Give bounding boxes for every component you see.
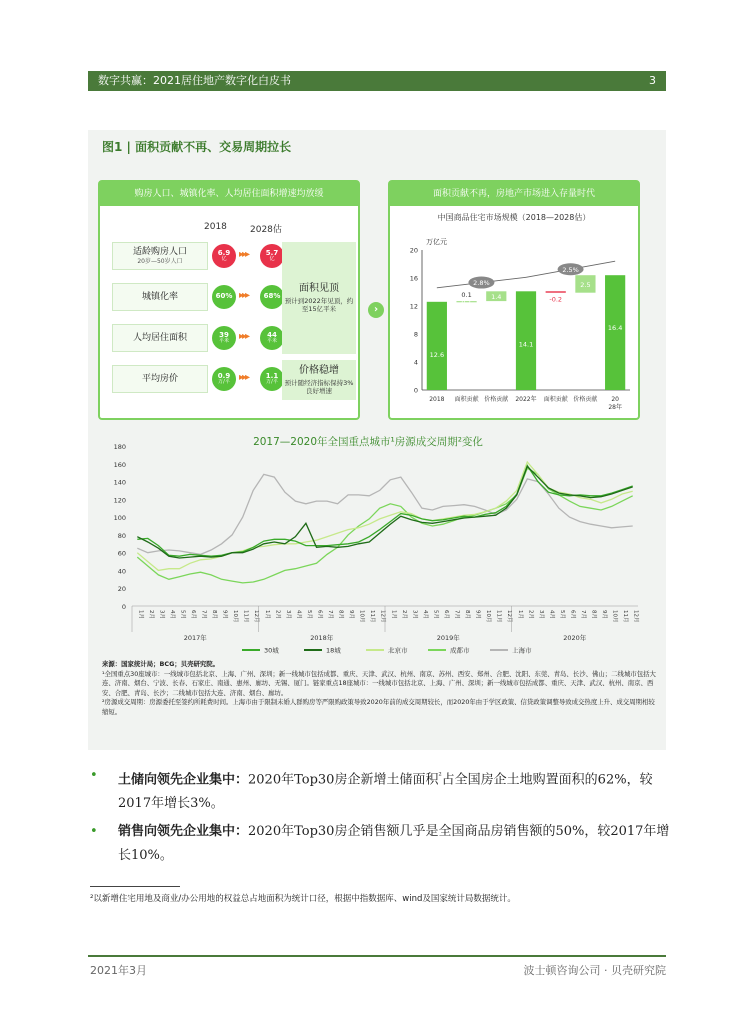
source-note-2: ²房源成交周期：房源委托至签约所耗费时间。上海市由于限制未婚人群购房等严限购政策导致2020年前的成交周期较长，而2020年由于学区政策、信贷政策调整导致成交热度上升、成交周期相较缩短。 — [102, 698, 655, 717]
line-chart-title: 2017—2020年全国重点城市¹房源成交周期²变化 — [253, 436, 483, 448]
line-y-tick: 120 — [113, 496, 126, 505]
bar-x-tick: 价格贡献 — [484, 396, 509, 403]
bubble-urbanization-2018: 60% — [212, 285, 236, 309]
line-x-tick: 8月 — [464, 610, 471, 619]
bubble-price-2018: 0.9 万/平 — [212, 367, 236, 391]
bar-chart-title: 中国商品住宅市场规模（2018—2028估） — [437, 213, 591, 222]
page-number: 3 — [649, 74, 656, 87]
line-x-tick: 11月 — [242, 610, 249, 623]
bar-value-label: 14.1 — [518, 340, 534, 349]
bubble-urbanization-2028: 68% — [260, 285, 284, 309]
line-y-tick: 180 — [113, 443, 126, 451]
line-x-tick: 5月 — [558, 610, 565, 619]
bar-value-label: 1.4 — [491, 293, 502, 302]
line-x-tick: 8月 — [337, 610, 344, 619]
line-x-tick: 6月 — [316, 610, 323, 619]
bar-y-tick: 16 — [409, 274, 418, 283]
line-x-tick: 1月 — [137, 610, 144, 619]
line-x-tick: 11月 — [495, 610, 502, 623]
line-x-tick: 9月 — [601, 610, 608, 619]
bubble-area-2028: 44 平米 — [260, 326, 284, 350]
line-series-0 — [137, 466, 632, 557]
line-x-tick: 12月 — [632, 610, 639, 623]
line-x-tick: 1月 — [516, 610, 523, 619]
row-label-population — [112, 242, 208, 270]
line-x-tick: 4月 — [168, 610, 175, 619]
footer-date: 2021年3月 — [90, 964, 147, 977]
legend-label: 成都市 — [450, 646, 470, 655]
arrow-icon: ▸▸▸ — [239, 372, 249, 383]
arrow-icon: ▸▸▸ — [239, 331, 249, 342]
col-2018: 2018 — [204, 222, 227, 232]
line-x-tick: 9月 — [221, 610, 228, 619]
cagr-label: 2.8% — [473, 279, 490, 288]
line-y-tick: 40 — [117, 567, 126, 576]
bullet-bold: 土储向领先企业集中： — [118, 772, 249, 788]
figure-sources — [102, 660, 658, 718]
note-area-peak — [282, 242, 356, 354]
line-x-tick: 2月 — [400, 610, 407, 619]
line-x-tick: 10月 — [358, 610, 365, 623]
line-x-tick: 4月 — [295, 610, 302, 619]
legend-label: 18城 — [326, 646, 341, 655]
row-label-text: 平均房价 — [141, 373, 178, 384]
line-y-tick: 0 — [121, 603, 126, 611]
bullet-dot-icon: • — [90, 824, 98, 839]
bar-0 — [427, 302, 447, 390]
bar-y-tick: 12 — [409, 302, 418, 311]
bar-value-label: 2.5 — [580, 280, 591, 289]
line-x-tick: 12月 — [506, 610, 513, 623]
footnote: ²以新增住宅用地及商业/办公用地的权益总占地面积为统计口径，根据中指数据库、wind及国家统计局数据统计。 — [90, 894, 516, 904]
line-x-tick: 6月 — [569, 610, 576, 619]
market-size-chart — [390, 208, 638, 418]
note-price-stable — [282, 360, 356, 400]
year-label: 2017年 — [183, 634, 207, 642]
legend-label: 北京市 — [388, 646, 408, 655]
bullet-sup: ² — [438, 771, 442, 780]
line-x-tick: 10月 — [611, 610, 618, 623]
line-x-tick: 6月 — [442, 610, 449, 619]
footer-rule — [88, 955, 666, 957]
bullet-bold: 销售向领先企业集中： — [118, 824, 249, 839]
row-label-urbanization — [112, 283, 208, 311]
line-x-tick: 11月 — [369, 610, 376, 623]
line-x-tick: 1月 — [263, 610, 270, 619]
note-text: 预计到2022年见顶，约至15亿平米 — [284, 297, 354, 314]
line-x-tick: 10月 — [232, 610, 239, 623]
line-y-tick: 140 — [113, 478, 126, 487]
bar-chart-unit: 万亿元 — [426, 238, 447, 246]
year-label: 2018年 — [310, 634, 334, 642]
bullet-text: 占全国房企土地购置面积的62%，较2017年增长3%。 — [118, 772, 653, 812]
line-x-tick: 7月 — [453, 610, 460, 619]
bar-x-tick: 2022年 — [515, 396, 537, 403]
bullet-text: 2020年Top30房企销售额几乎是全国商品房销售额的50%，较2017年增长10%。 — [118, 824, 670, 863]
bullet-sales — [90, 820, 670, 868]
bar-x-tick: 面积贡献 — [454, 396, 479, 403]
bar-x-tick: 价格贡献 — [573, 396, 598, 403]
note-text: 预计随经济指标保持3%良好增速 — [284, 379, 354, 396]
line-x-tick: 7月 — [327, 610, 334, 619]
left-card-heading: 购房人口、城镇化率、人均居住面积增速均放缓 — [100, 182, 358, 206]
bar-6 — [605, 275, 625, 390]
line-y-tick: 20 — [117, 585, 126, 594]
line-x-tick: 9月 — [474, 610, 481, 619]
row-label-price — [112, 365, 208, 393]
bar-x-tick: 28年 — [608, 404, 622, 411]
line-x-tick: 11月 — [622, 610, 629, 623]
line-x-tick: 1月 — [390, 610, 397, 619]
legend-label: 30城 — [264, 646, 279, 655]
line-x-tick: 4月 — [421, 610, 428, 619]
note-title: 面积见顶 — [299, 283, 339, 294]
year-label: 2019年 — [436, 634, 460, 642]
row-label-text: 适龄购房人口 — [132, 247, 187, 257]
bar-x-tick: 2018 — [429, 396, 445, 403]
row-label-text: 人均居住面积 — [132, 332, 187, 343]
header-title: 数字共赢：2021居住地产数字化白皮书 — [98, 74, 291, 87]
bar-y-tick: 4 — [413, 358, 418, 367]
bar-4 — [546, 291, 566, 292]
line-x-tick: 12月 — [379, 610, 386, 623]
line-x-tick: 2月 — [147, 610, 154, 619]
bar-value-label-above: 0.1 — [461, 291, 472, 300]
line-x-tick: 12月 — [253, 610, 260, 623]
bubble-price-2028: 1.1 万/平 — [260, 367, 284, 391]
legend-label: 上海市 — [512, 646, 532, 655]
cagr-label: 2.5% — [562, 265, 579, 274]
bullet-body — [118, 764, 670, 816]
line-y-tick: 60 — [117, 549, 126, 558]
line-y-tick: 80 — [117, 531, 126, 540]
bar-x-tick: 20 — [611, 396, 619, 403]
footnote-rule — [90, 886, 180, 887]
bar-value-label: -0.2 — [549, 295, 563, 304]
line-x-tick: 7月 — [580, 610, 587, 619]
bullet-dot-icon: • — [90, 768, 98, 783]
line-x-tick: 3月 — [158, 610, 165, 619]
bar-x-tick: 面积贡献 — [543, 396, 568, 403]
source-line: 来源：国家统计局；BCG；贝壳研究院。 — [102, 660, 220, 668]
bar-y-tick: 8 — [413, 330, 418, 339]
row-label-area — [112, 324, 208, 352]
row-label-sub: 20岁—50岁人口 — [137, 257, 183, 265]
figure-panel — [88, 130, 666, 750]
line-y-tick: 100 — [113, 514, 126, 523]
line-x-tick: 5月 — [179, 610, 186, 619]
left-card — [98, 180, 360, 420]
bar-value-label: 0.1 — [461, 298, 472, 307]
chevron-right-icon: › — [368, 302, 384, 318]
col-2028: 2028估 — [250, 225, 282, 235]
line-y-tick: 160 — [113, 460, 126, 469]
line-x-tick: 3月 — [284, 610, 291, 619]
right-card — [388, 180, 640, 420]
bubble-population-2028: 5.7 亿 — [260, 244, 284, 268]
line-series-1 — [137, 466, 632, 558]
line-x-tick: 3月 — [537, 610, 544, 619]
figure-title: 图1 | 面积贡献不再、交易周期拉长 — [102, 140, 292, 154]
bullet-text: 2020年Top30房企新增土储面积 — [248, 772, 439, 788]
line-x-tick: 2月 — [274, 610, 281, 619]
bubble-area-2018: 39 平米 — [212, 326, 236, 350]
bar-value-label: 12.6 — [429, 350, 445, 359]
line-x-tick: 8月 — [590, 610, 597, 619]
bar-y-tick: 0 — [413, 386, 418, 395]
line-x-tick: 8月 — [211, 610, 218, 619]
line-series-4 — [137, 474, 632, 554]
line-x-tick: 5月 — [432, 610, 439, 619]
line-x-tick: 2月 — [527, 610, 534, 619]
row-label-text: 城镇化率 — [141, 291, 178, 302]
line-series-2 — [137, 462, 632, 570]
line-x-tick: 5月 — [305, 610, 312, 619]
line-x-tick: 10月 — [485, 610, 492, 623]
page-header — [88, 71, 666, 91]
transaction-cycle-chart — [92, 430, 662, 656]
bubble-population-2018: 6.9 亿 — [212, 244, 236, 268]
right-card-heading: 面积贡献不再，房地产市场进入存量时代 — [390, 182, 638, 206]
arrow-icon: ▸▸▸ — [239, 290, 249, 301]
year-label: 2020年 — [563, 634, 587, 642]
bar-value-label: 16.4 — [607, 324, 623, 333]
line-x-tick: 6月 — [189, 610, 196, 619]
line-x-tick: 9月 — [348, 610, 355, 619]
line-x-tick: 4月 — [548, 610, 555, 619]
bullet-land-reserve — [90, 764, 670, 816]
footer-org: 波士顿咨询公司 · 贝壳研究院 — [523, 964, 666, 977]
arrow-icon: ▸▸▸ — [239, 249, 249, 260]
line-x-tick: 7月 — [200, 610, 207, 619]
note-title: 价格稳增 — [299, 365, 339, 376]
bullet-body — [118, 820, 670, 868]
line-x-tick: 3月 — [411, 610, 418, 619]
source-note-1: ¹全国重点30座城市：一线城市包括北京、上海、广州、深圳；新一线城市包括成都、重庆、天津、武汉、杭州、南京、苏州、西安、郑州、合肥、沈阳、东莞、青岛、长沙、佛山；二线城市包括大连、济南、烟台、宁波、长春、石家庄、南通、惠州、廊坊、无锡、厦门。链家重点18座城市：一线城市包括北京、上海、广州、深圳；新一线城市包括成都、重庆、天津、武汉、杭州、南京、西安、合肥、青岛、长沙；二线城市包括大连、济南、烟台、廊坊。 — [102, 669, 656, 697]
bar-y-tick: 20 — [409, 246, 418, 255]
